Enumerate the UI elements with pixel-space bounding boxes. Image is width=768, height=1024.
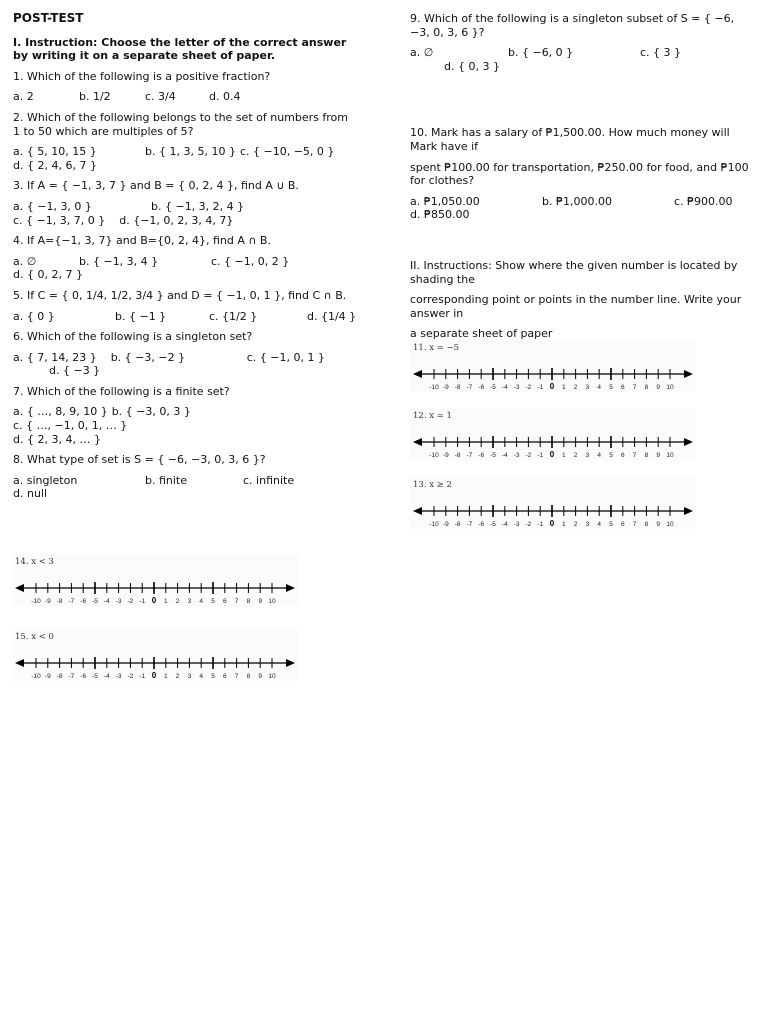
tick-label: 9 [656, 384, 661, 391]
answer-options [13, 90, 358, 104]
question-10 [410, 126, 755, 222]
option-b: b. { −1, 3, 2, 4 } [151, 199, 245, 213]
tick-label: 8 [644, 384, 649, 391]
number-line-label: 13. x ≥ 2 [413, 480, 452, 490]
tick-label: -9 [442, 452, 449, 459]
tick-label: -6 [80, 673, 87, 680]
tick-label: -9 [442, 521, 449, 528]
option-a: a. singleton [13, 473, 78, 487]
tick-label: 0 [549, 519, 555, 528]
option-b: b. 1/2 [79, 90, 111, 104]
question-text: 7. Which of the following is a finite set? [13, 384, 230, 398]
tick-label: -8 [454, 384, 461, 391]
tick-label: 10 [666, 452, 674, 459]
question-text: 10. Mark has a salary of ₱1,500.00. How much money will Mark have if [410, 126, 730, 153]
number-line-label: 15. x < 0 [15, 632, 54, 642]
answer-options [13, 310, 358, 324]
tick-label: -2 [525, 452, 532, 459]
question-text: 4. If A={−1, 3, 7} and B={0, 2, 4}, find A ∩ B. [13, 234, 271, 248]
question-text: 9. Which of the following is a singleton subset of S = { −6, −3, 0, 3, 6 }? [410, 12, 735, 39]
tick-label: 2 [573, 521, 578, 528]
tick-label: 1 [561, 384, 566, 391]
arrow-right-icon [684, 507, 693, 515]
option-d: d. { 2, 4, 6, 7 } [13, 158, 97, 172]
tick-label: 10 [268, 598, 276, 605]
number-line-svg [12, 629, 298, 681]
question-9 [410, 12, 755, 73]
tick-label: 2 [175, 673, 180, 680]
question-5 [13, 289, 358, 323]
option-c: c. ₱900.00 [674, 194, 733, 208]
question-text-cont: spent ₱100.00 for transportation, ₱250.00 for food, and ₱100 for clothes? [410, 160, 749, 188]
tick-label: -2 [127, 673, 134, 680]
tick-label: -4 [501, 521, 508, 528]
arrow-left-icon [15, 659, 24, 667]
tick-label: 5 [609, 452, 613, 459]
tick-label: 1 [561, 452, 566, 459]
arrow-right-icon [286, 584, 295, 592]
arrow-right-icon [684, 438, 693, 446]
part2-instructions [410, 259, 755, 341]
tick-label: 8 [644, 521, 649, 528]
tick-label: 7 [632, 521, 637, 528]
tick-label: -3 [115, 673, 122, 680]
tick-label: 2 [573, 384, 578, 391]
tick-label: -4 [501, 384, 508, 391]
number-line-15 [12, 629, 298, 681]
option-d: d. ₱850.00 [410, 208, 470, 222]
tick-label: 10 [268, 673, 276, 680]
question-text: 5. If C = { 0, 1/4, 1/2, 3/4 } and D = { −1, 0, 1 }, find C ∩ B. [13, 288, 347, 302]
part2-line1: II. Instructions: Show where the given number is located by shading the [410, 258, 738, 286]
number-line-13 [410, 477, 696, 529]
tick-label: -7 [466, 452, 473, 459]
tick-label: -5 [490, 384, 496, 391]
tick-label: 8 [246, 673, 251, 680]
option-c: c. { −1, 0, 2 } [211, 254, 290, 268]
number-line-label: 12. x = 1 [413, 411, 452, 421]
option-b: b. { −1 } [115, 309, 167, 323]
tick-label: -9 [44, 598, 51, 605]
tick-label: -3 [513, 384, 520, 391]
option-a: a. ∅ [410, 46, 434, 60]
option-c: c. { −10, −5, 0 } [239, 145, 335, 159]
part2-line2: corresponding point or points in the number line. Write your answer in [410, 293, 742, 320]
option-b: b. ₱1,000.00 [542, 194, 612, 208]
tick-label: 4 [597, 384, 602, 391]
option-a: a. 2 [13, 90, 34, 104]
tick-label: -6 [478, 452, 485, 459]
tick-label: -4 [103, 598, 110, 605]
arrow-left-icon [413, 438, 422, 446]
tick-label: -10 [31, 673, 41, 680]
option-a: a. { 5, 10, 15 } [13, 145, 97, 159]
option-c: c. {1/2 } [209, 309, 258, 323]
tick-label: -3 [513, 521, 520, 528]
answer-options [410, 195, 755, 222]
tick-label: -8 [56, 673, 63, 680]
tick-label: -1 [537, 521, 544, 528]
option-b: b. { −3, 0, 3 } [111, 405, 191, 419]
option-b: b. { 1, 3, 5, 10 } [145, 145, 236, 159]
tick-label: -5 [92, 673, 98, 680]
option-d: d. 0.4 [209, 90, 241, 104]
tick-label: 8 [644, 452, 649, 459]
tick-label: 7 [632, 452, 637, 459]
option-c: c. { −1, 0, 1 } [246, 350, 325, 364]
tick-label: 0 [151, 671, 157, 680]
tick-label: -1 [139, 673, 146, 680]
tick-label: -2 [525, 384, 532, 391]
tick-label: 3 [187, 598, 192, 605]
option-d: d. { −3 } [49, 364, 101, 378]
arrow-right-icon [286, 659, 295, 667]
tick-label: -8 [454, 452, 461, 459]
option-d: d. {−1, 0, 2, 3, 4, 7} [119, 213, 234, 227]
tick-label: 3 [585, 384, 590, 391]
tick-label: -1 [537, 384, 544, 391]
tick-label: 1 [163, 673, 168, 680]
tick-label: 3 [585, 452, 590, 459]
question-text: 8. What type of set is S = { −6, −3, 0, 3, 6 }? [13, 453, 266, 467]
number-line-svg [12, 554, 298, 606]
option-b: b. { −6, 0 } [508, 46, 574, 60]
option-d: d. { 0, 2, 7 } [13, 268, 83, 282]
tick-label: -5 [490, 521, 496, 528]
option-c: c. { −1, 3, 7, 0 } [13, 213, 106, 227]
tick-label: -9 [44, 673, 51, 680]
tick-label: 9 [258, 673, 263, 680]
tick-label: 6 [620, 521, 625, 528]
arrow-right-icon [684, 370, 693, 378]
tick-label: -2 [525, 521, 532, 528]
option-b: b. { −1, 3, 4 } [79, 254, 159, 268]
option-d: d. null [13, 487, 48, 501]
tick-label: 7 [632, 384, 637, 391]
tick-label: -10 [429, 452, 439, 459]
option-c: c. { …, −1, 0, 1, … } [13, 419, 128, 433]
tick-label: -10 [31, 598, 41, 605]
number-line-14 [12, 554, 298, 606]
tick-label: 1 [163, 598, 168, 605]
tick-label: 2 [573, 452, 578, 459]
arrow-left-icon [15, 584, 24, 592]
tick-label: -10 [429, 521, 439, 528]
tick-label: -7 [68, 598, 75, 605]
tick-label: -3 [513, 452, 520, 459]
right-column [410, 12, 755, 348]
tick-label: 10 [666, 384, 674, 391]
part2-line3: a separate sheet of paper [410, 327, 553, 341]
instruction-part1: I. Instruction: Choose the letter of the correct answer by writing it on a separate sheet of paper. [13, 35, 347, 63]
tick-label: 9 [656, 521, 661, 528]
tick-label: 7 [234, 673, 239, 680]
tick-label: 6 [620, 452, 625, 459]
option-c: c. 3/4 [145, 90, 176, 104]
page-title: POST-TEST [13, 11, 84, 25]
arrow-left-icon [413, 370, 422, 378]
tick-label: -1 [139, 598, 146, 605]
tick-label: 3 [187, 673, 192, 680]
tick-label: 7 [234, 598, 239, 605]
tick-label: -5 [92, 598, 98, 605]
tick-label: -7 [466, 384, 473, 391]
number-line-11 [410, 340, 696, 392]
option-c: c. { 3 } [640, 46, 682, 60]
question-text: 2. Which of the following belongs to the set of numbers from 1 to 50 which are multiples of 5? [13, 110, 348, 138]
number-line-svg [410, 477, 696, 529]
tick-label: -4 [103, 673, 110, 680]
tick-label: 0 [151, 596, 157, 605]
tick-label: 4 [199, 673, 204, 680]
option-a: a. ∅ [13, 254, 37, 268]
tick-label: -7 [466, 521, 473, 528]
option-d: d. { 2, 3, 4, … } [13, 432, 101, 446]
tick-label: -6 [478, 384, 485, 391]
option-d: d. {1/4 } [307, 309, 357, 323]
tick-label: 9 [656, 452, 661, 459]
tick-label: 4 [199, 598, 204, 605]
tick-label: 10 [666, 521, 674, 528]
question-3 [13, 179, 358, 227]
number-line-12 [410, 408, 696, 460]
answer-options [13, 405, 358, 446]
tick-label: -2 [127, 598, 134, 605]
left-column [13, 12, 358, 508]
option-a: a. { −1, 3, 0 } [13, 199, 92, 213]
tick-label: 5 [609, 521, 613, 528]
option-a: a. ₱1,050.00 [410, 194, 480, 208]
number-line-svg [410, 408, 696, 460]
tick-label: -4 [501, 452, 508, 459]
tick-label: 1 [561, 521, 566, 528]
question-7 [13, 385, 358, 446]
tick-label: 6 [222, 673, 227, 680]
arrow-left-icon [413, 507, 422, 515]
question-text: 3. If A = { −1, 3, 7 } and B = { 0, 2, 4 }, find A ∪ B. [13, 179, 299, 193]
tick-label: 5 [211, 673, 215, 680]
question-4 [13, 234, 358, 282]
answer-options [13, 255, 358, 282]
option-c: c. infinite [243, 473, 295, 487]
tick-label: 6 [620, 384, 625, 391]
tick-label: 5 [211, 598, 215, 605]
tick-label: -5 [490, 452, 496, 459]
answer-options [13, 474, 358, 501]
question-text: 6. Which of the following is a singleton set? [13, 330, 253, 344]
tick-label: -8 [454, 521, 461, 528]
tick-label: -8 [56, 598, 63, 605]
tick-label: -3 [115, 598, 122, 605]
option-b: b. finite [145, 473, 188, 487]
number-line-svg [410, 340, 696, 392]
answer-options [13, 351, 358, 378]
question-6 [13, 330, 358, 378]
tick-label: -9 [442, 384, 449, 391]
question-8 [13, 453, 358, 501]
option-d: d. { 0, 3 } [444, 59, 500, 73]
tick-label: -10 [429, 384, 439, 391]
number-line-label: 14. x < 3 [15, 557, 54, 567]
tick-label: -6 [478, 521, 485, 528]
option-a: a. { 0 } [13, 309, 55, 323]
tick-label: 0 [549, 450, 555, 459]
tick-label: 5 [609, 384, 613, 391]
option-a: a. { 7, 14, 23 } [13, 350, 97, 364]
option-b: b. { −3, −2 } [110, 350, 186, 364]
tick-label: -7 [68, 673, 75, 680]
tick-label: 8 [246, 598, 251, 605]
tick-label: 4 [597, 521, 602, 528]
tick-label: 2 [175, 598, 180, 605]
answer-options [13, 200, 358, 227]
tick-label: 0 [549, 382, 555, 391]
question-2 [13, 111, 358, 172]
answer-options [13, 145, 358, 172]
tick-label: 3 [585, 521, 590, 528]
tick-label: -6 [80, 598, 87, 605]
question-1 [13, 70, 358, 104]
tick-label: -1 [537, 452, 544, 459]
question-text: 1. Which of the following is a positive fraction? [13, 69, 271, 83]
answer-options [410, 46, 755, 73]
number-line-label: 11. x = −5 [413, 343, 460, 353]
tick-label: 9 [258, 598, 263, 605]
tick-label: 6 [222, 598, 227, 605]
tick-label: 4 [597, 452, 602, 459]
option-a: a. { …, 8, 9, 10 } [13, 405, 108, 419]
